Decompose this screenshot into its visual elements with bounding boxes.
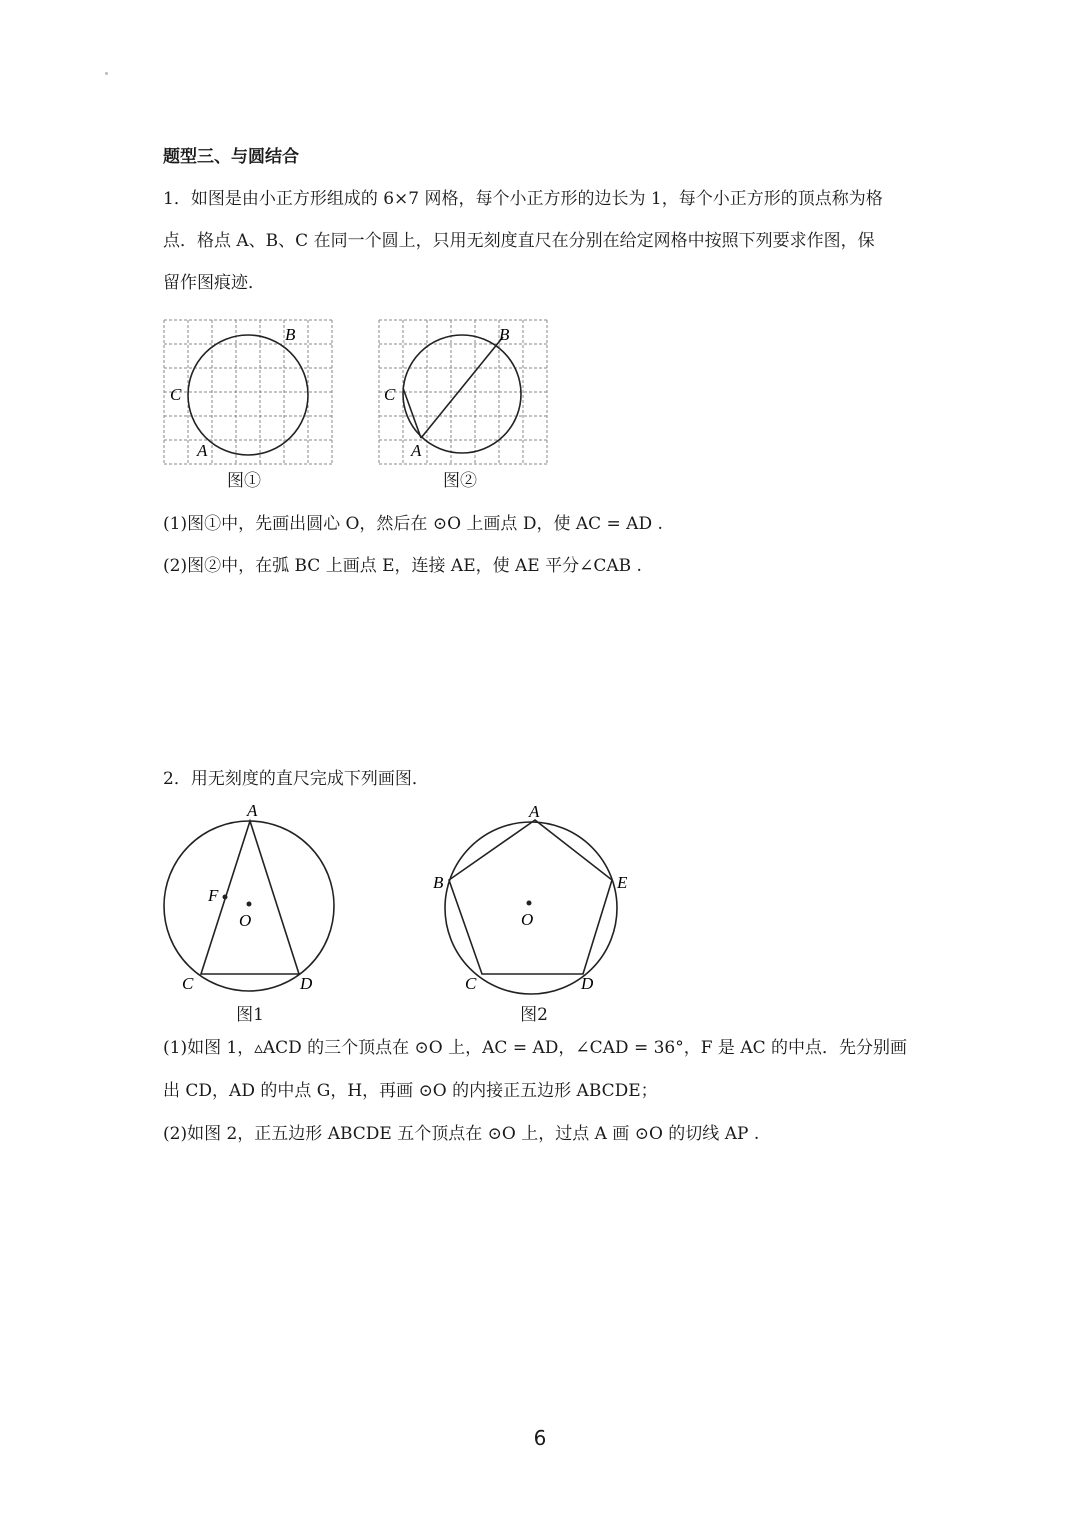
label-B: B	[285, 325, 296, 344]
label-C: C	[465, 974, 477, 993]
label-A: A	[411, 441, 422, 460]
circle	[445, 822, 617, 994]
problem2-figure1-caption: 图1	[236, 1005, 264, 1025]
problem1-line-3: 留作图痕迹．	[163, 273, 265, 293]
center-O-dot	[527, 901, 532, 906]
problem2-question-3: (2)如图 2，正五边形 ABCDE 五个顶点在 ⊙O 上，过点 A 画 ⊙O 的切线 AP .	[163, 1124, 760, 1144]
problem1-figure2	[375, 316, 551, 466]
problem2-question-2: 出 CD，AD 的中点 G，H，再画 ⊙O 的内接正五边形 ABCDE；	[163, 1081, 658, 1101]
problem1-question-1: (1)图①中，先画出圆心 O，然后在 ⊙O 上画点 D，使 AC = AD .	[163, 514, 663, 534]
section-title: 题型三、与圆结合	[163, 147, 299, 167]
label-F: F	[208, 886, 219, 905]
point-F-dot	[223, 895, 228, 900]
center-O-dot	[247, 902, 252, 907]
label-B: B	[499, 325, 510, 344]
label-C: C	[182, 974, 194, 993]
chord-AB	[421, 337, 503, 438]
label-D: D	[300, 974, 313, 993]
circle	[188, 335, 308, 455]
problem2-intro: 2．用无刻度的直尺完成下列画图．	[163, 769, 429, 789]
label-O: O	[521, 910, 534, 929]
scan-speck	[105, 72, 108, 75]
problem1-figure1-caption: 图①	[227, 471, 261, 491]
label-D: D	[581, 974, 594, 993]
label-A: A	[197, 441, 208, 460]
problem2-figure2-caption: 图2	[520, 1005, 548, 1025]
label-E: E	[617, 873, 628, 892]
label-A: A	[247, 801, 258, 820]
problem1-line-2: 点．格点 A、B、C 在同一个圆上，只用无刻度直尺在分别在给定网格中按照下列要求作图，保	[163, 231, 875, 251]
page-number: 6	[533, 1426, 547, 1450]
problem1-figure2-caption: 图②	[443, 471, 477, 491]
problem1-question-2: (2)图②中，在弧 BC 上画点 E，连接 AE，使 AE 平分∠CAB .	[163, 556, 642, 576]
label-O: O	[239, 911, 252, 930]
label-C: C	[170, 385, 182, 404]
problem2-figure1	[155, 800, 355, 1000]
label-A: A	[529, 802, 540, 821]
problem1-figure1	[160, 316, 336, 466]
problem2-question-1: (1)如图 1，▵ACD 的三个顶点在 ⊙O 上，AC = AD，∠CAD = 36°，F 是 AC 的中点．先分别画	[163, 1038, 908, 1058]
label-C: C	[384, 385, 396, 404]
label-B: B	[433, 873, 444, 892]
problem2-figure2	[425, 800, 645, 1000]
problem1-line-1: 1．如图是由小正方形组成的 6×7 网格，每个小正方形的边长为 1，每个小正方形的顶点称为格	[163, 189, 883, 209]
grid-lines	[164, 320, 332, 464]
